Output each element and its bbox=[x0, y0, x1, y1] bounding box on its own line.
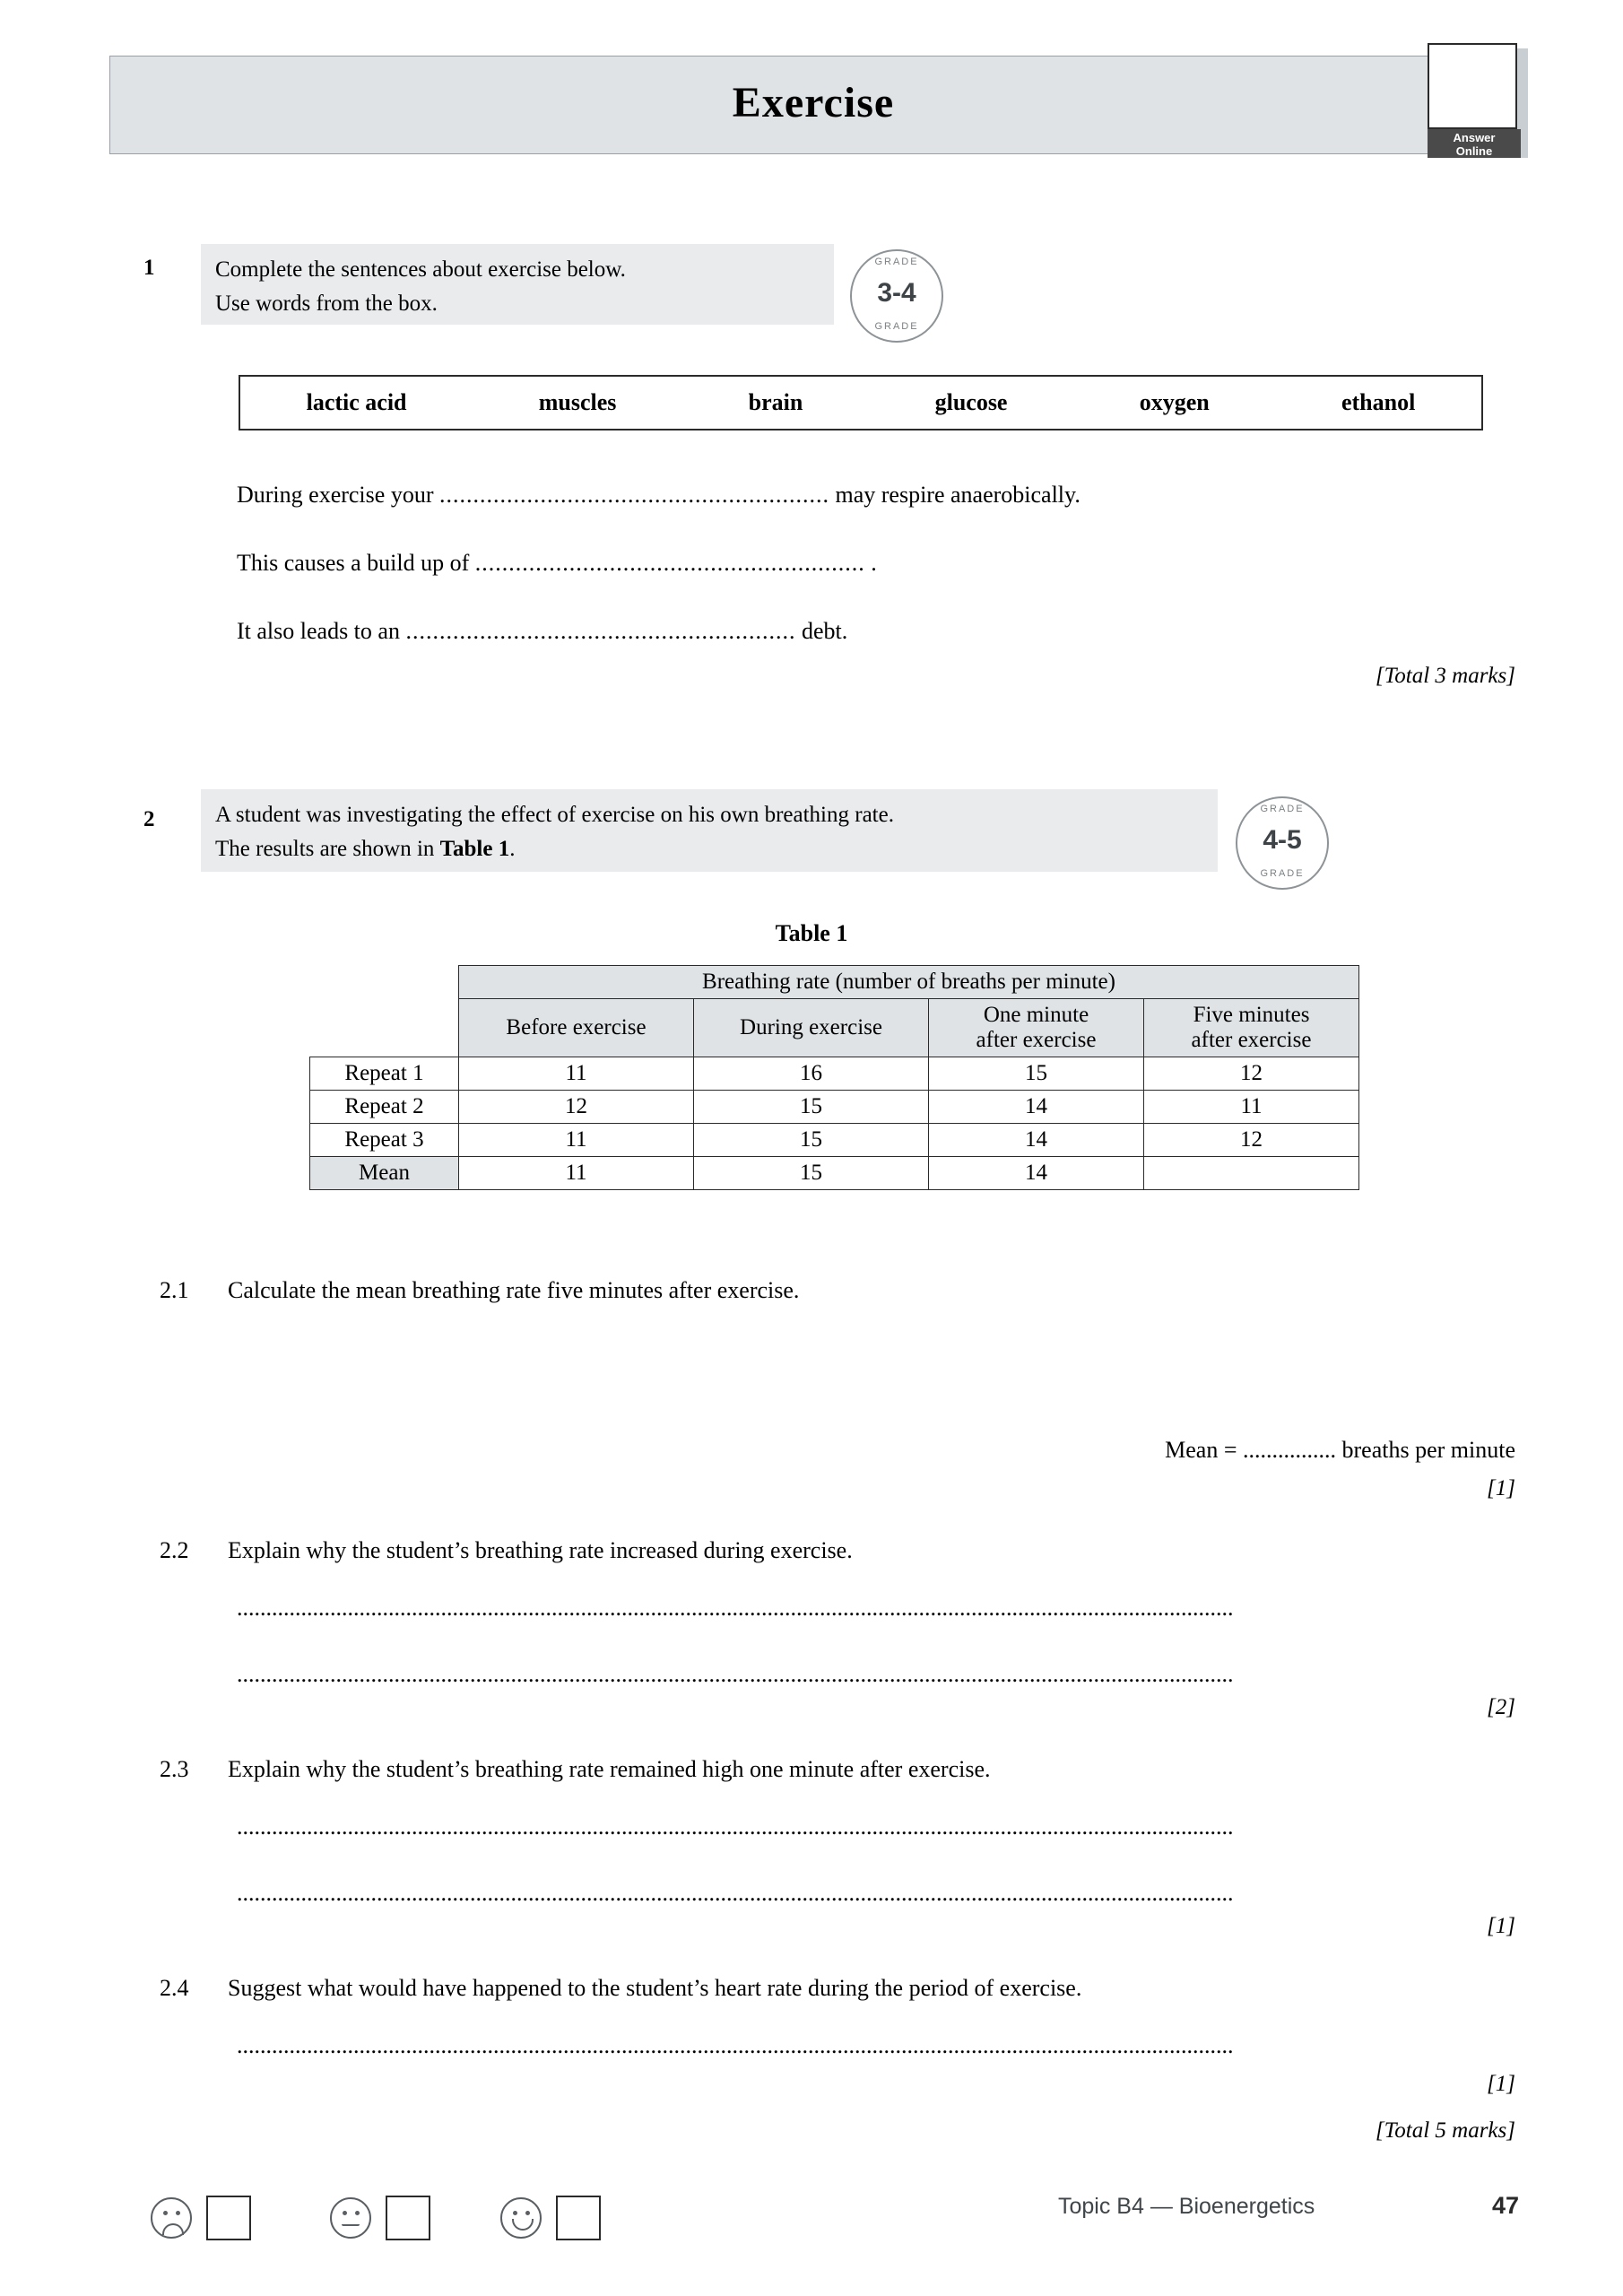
table-row-mean bbox=[310, 1157, 1359, 1190]
subquestion-2-4-text: Suggest what would have happened to the student’s heart rate during the period of exercise. bbox=[228, 1975, 1082, 2001]
table-cell-empty[interactable] bbox=[1144, 1157, 1359, 1190]
question-1-sentence-2 bbox=[237, 550, 877, 577]
sentence-3-after: debt. bbox=[795, 618, 848, 644]
word-bank-item: brain bbox=[748, 389, 803, 415]
table-row bbox=[310, 1091, 1359, 1124]
subquestion-2-2-marks: [2] bbox=[1487, 1695, 1515, 1719]
word-bank-item: muscles bbox=[538, 389, 617, 415]
table-header-row-span bbox=[310, 966, 1359, 999]
question-2-total-marks: [Total 5 marks] bbox=[1375, 2118, 1515, 2143]
table-cell: 14 bbox=[929, 1157, 1144, 1190]
sentence-3-blank[interactable]: .......................................................... bbox=[405, 618, 796, 644]
question-1-total-marks: [Total 3 marks] bbox=[1375, 664, 1515, 688]
grade-bottom-label: GRADE bbox=[1260, 868, 1305, 879]
question-1-number: 1 bbox=[143, 256, 155, 280]
page-title: Exercise bbox=[732, 79, 895, 126]
grade-stamp-4-5 bbox=[1236, 796, 1329, 890]
question-2-stem-line2-post: . bbox=[509, 837, 516, 861]
subquestion-2-3-text: Explain why the student’s breathing rate remained high one minute after exercise. bbox=[228, 1756, 991, 1782]
table-header-row-columns bbox=[310, 999, 1359, 1057]
question-2-stem bbox=[201, 789, 1218, 872]
answer-online-label-line2: Online bbox=[1455, 144, 1493, 158]
table-cell: 15 bbox=[929, 1057, 1144, 1091]
eye-icon bbox=[513, 2211, 517, 2215]
subquestion-2-2-number: 2.2 bbox=[160, 1537, 189, 1563]
sentence-1-after: may respire anaerobically. bbox=[829, 482, 1081, 508]
table-cell: 15 bbox=[694, 1157, 929, 1190]
sentence-2-before: This causes a build up of bbox=[237, 550, 475, 576]
table-cell: 12 bbox=[459, 1091, 694, 1124]
table-cell: 12 bbox=[1144, 1124, 1359, 1157]
table-cell: 14 bbox=[929, 1091, 1144, 1124]
table-row bbox=[310, 1124, 1359, 1157]
table-cell: 15 bbox=[694, 1091, 929, 1124]
answer-line[interactable]: ........................................................................................................................................................................... bbox=[237, 1595, 1234, 1621]
subquestion-2-1-text: Calculate the mean breathing rate five minutes after exercise. bbox=[228, 1277, 800, 1303]
word-bank-item: glucose bbox=[934, 389, 1008, 415]
grade-bottom-label: GRADE bbox=[874, 321, 919, 332]
happy-face-icon bbox=[500, 2197, 542, 2239]
happy-face-checkbox[interactable] bbox=[556, 2196, 601, 2240]
answer-line[interactable]: ........................................................................................................................................................................... bbox=[237, 1661, 1234, 1687]
mean-answer-prompt[interactable]: Mean = ................ breaths per minute bbox=[1165, 1437, 1515, 1463]
table-row-label: Repeat 3 bbox=[310, 1124, 459, 1157]
table-corner-blank bbox=[310, 966, 459, 999]
answer-line[interactable]: ........................................................................................................................................................................... bbox=[237, 1813, 1234, 1839]
neutral-face-checkbox[interactable] bbox=[386, 2196, 430, 2240]
answer-online-label-line1: Answer bbox=[1453, 131, 1496, 144]
subquestion-2-1-marks: [1] bbox=[1487, 1476, 1515, 1500]
sentence-3-before: It also leads to an bbox=[237, 618, 406, 644]
question-1-stem bbox=[201, 244, 834, 325]
table-cell: 14 bbox=[929, 1124, 1144, 1157]
breathing-rate-table bbox=[309, 965, 1359, 1190]
question-1-stem-line2: Use words from the box. bbox=[215, 291, 438, 316]
question-1-sentence-3 bbox=[237, 618, 847, 645]
question-1-stem-line1: Complete the sentences about exercise below. bbox=[215, 257, 626, 282]
grade-value: 4-5 bbox=[1263, 825, 1302, 855]
answer-online-badge[interactable] bbox=[1428, 43, 1528, 158]
grade-value: 3-4 bbox=[877, 278, 916, 308]
eye-icon bbox=[355, 2211, 360, 2215]
subquestion-2-1-number: 2.1 bbox=[160, 1277, 189, 1303]
eye-icon bbox=[525, 2211, 530, 2215]
table-cell: 12 bbox=[1144, 1057, 1359, 1091]
neutral-face-icon bbox=[330, 2197, 371, 2239]
sentence-1-before: During exercise your bbox=[237, 482, 439, 508]
mouth-icon bbox=[342, 2224, 360, 2226]
subquestion-2-4-number: 2.4 bbox=[160, 1975, 189, 2001]
footer-page-number: 47 bbox=[1492, 2192, 1520, 2219]
table-cell: 15 bbox=[694, 1124, 929, 1157]
answer-online-qr-box bbox=[1428, 43, 1517, 129]
eye-icon bbox=[343, 2211, 347, 2215]
sentence-2-blank[interactable]: .......................................................... bbox=[474, 550, 865, 576]
footer-topic-label: Topic B4 — Bioenergetics bbox=[1058, 2194, 1315, 2219]
subquestion-2-4-marks: [1] bbox=[1487, 2072, 1515, 2096]
table-row-label: Mean bbox=[310, 1157, 459, 1190]
table-row-label: Repeat 2 bbox=[310, 1091, 459, 1124]
question-2-stem-line2 bbox=[215, 832, 1203, 866]
word-bank-box bbox=[239, 375, 1483, 430]
grade-top-label: GRADE bbox=[1260, 804, 1305, 814]
subquestion-2-3-number: 2.3 bbox=[160, 1756, 189, 1782]
subquestion-2-3-marks: [1] bbox=[1487, 1914, 1515, 1938]
word-bank-item: lactic acid bbox=[306, 389, 407, 415]
sentence-1-blank[interactable]: .......................................................... bbox=[438, 482, 829, 508]
table-col-header-five-minutes: Five minutes after exercise bbox=[1144, 999, 1359, 1057]
table-spanning-header: Breathing rate (number of breaths per minute) bbox=[459, 966, 1359, 999]
subquestion-2-2-text: Explain why the student’s breathing rate increased during exercise. bbox=[228, 1537, 853, 1563]
mouth-icon bbox=[512, 2219, 534, 2231]
word-bank-item: ethanol bbox=[1341, 389, 1416, 415]
question-2-stem-line1: A student was investigating the effect of exercise on his own breathing rate. bbox=[215, 803, 894, 827]
table-row-label: Repeat 1 bbox=[310, 1057, 459, 1091]
question-2-table-ref: Table 1 bbox=[439, 837, 510, 861]
grade-stamp-3-4 bbox=[850, 249, 943, 343]
table-cell: 11 bbox=[459, 1057, 694, 1091]
mouth-icon bbox=[162, 2223, 184, 2235]
answer-line[interactable]: ........................................................................................................................................................................... bbox=[237, 1880, 1234, 1906]
table-cell: 11 bbox=[459, 1157, 694, 1190]
table-cell: 11 bbox=[1144, 1091, 1359, 1124]
table-col-header-one-minute: One minute after exercise bbox=[929, 999, 1144, 1057]
table-col-header-during: During exercise bbox=[694, 999, 929, 1057]
eye-icon bbox=[163, 2211, 168, 2215]
table-corner-blank-2 bbox=[310, 999, 459, 1057]
question-2-number: 2 bbox=[143, 807, 155, 831]
word-bank-item: oxygen bbox=[1139, 389, 1210, 415]
eye-icon bbox=[176, 2211, 180, 2215]
answer-line[interactable]: ........................................................................................................................................................................... bbox=[237, 2032, 1234, 2058]
answer-online-label bbox=[1428, 129, 1521, 158]
grade-top-label: GRADE bbox=[874, 257, 919, 267]
sad-face-icon bbox=[151, 2197, 192, 2239]
sad-face-checkbox[interactable] bbox=[206, 2196, 251, 2240]
table-cell: 16 bbox=[694, 1057, 929, 1091]
table-row bbox=[310, 1057, 1359, 1091]
table-col-header-before: Before exercise bbox=[459, 999, 694, 1057]
question-1-sentence-1 bbox=[237, 482, 1081, 509]
page-title-bar bbox=[109, 56, 1515, 154]
table-cell: 11 bbox=[459, 1124, 694, 1157]
question-2-stem-line2-pre: The results are shown in bbox=[215, 837, 440, 861]
sentence-2-after: . bbox=[864, 550, 877, 576]
table-1-caption: Table 1 bbox=[775, 920, 848, 946]
